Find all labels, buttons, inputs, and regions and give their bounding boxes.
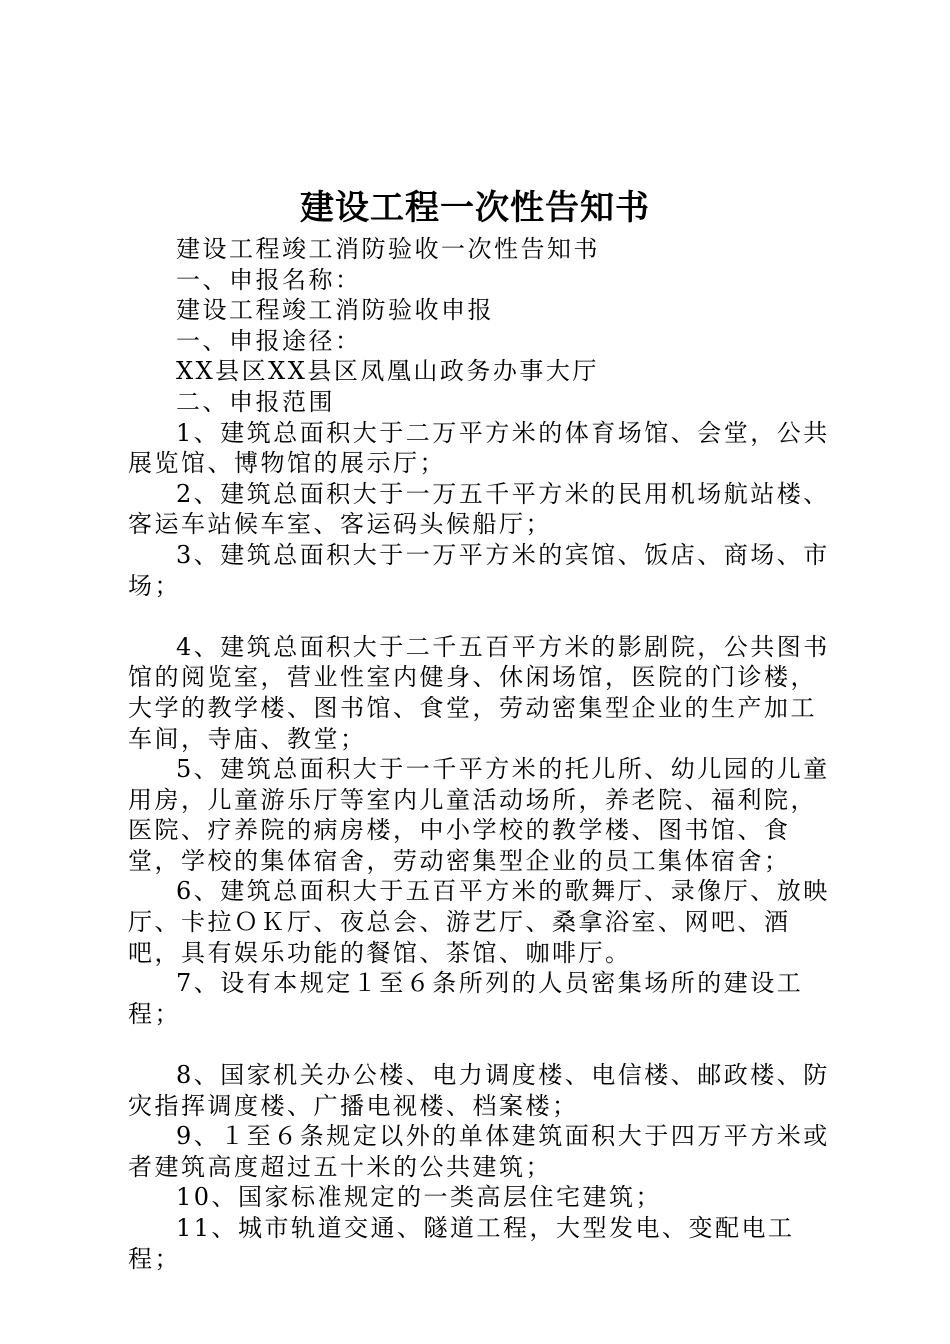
paragraph-item-10: 10、国家标准规定的一类高层住宅建筑；: [176, 1183, 663, 1212]
paragraph-section-scope-heading: 二、申报范围: [176, 387, 335, 416]
paragraph-item-2: 2、建筑总面积大于一万五千平方米的民用机场航站楼、客运车站候车室、客运码头候船厅；: [128, 479, 830, 539]
paragraph-item-1: 1、建筑总面积大于二万平方米的体育场馆、会堂，公共展览馆、博物馆的展示厅；: [128, 418, 830, 478]
paragraph-section-name: 建设工程竣工消防验收申报: [176, 296, 494, 325]
paragraph-section-name-heading: 一、申报名称：: [176, 265, 362, 294]
paragraph-section-route-heading: 一、申报途径：: [176, 326, 362, 355]
paragraph-section-route: XX县区XX县区凤凰山政务办事大厅: [176, 357, 599, 386]
paragraph-spacer: [128, 1029, 840, 1060]
paragraph-subtitle: 建设工程竣工消防验收一次性告知书: [176, 235, 600, 263]
paragraph-item-6: 6、建筑总面积大于五百平方米的歌舞厅、录像厅、放映厅、卡拉ＯＫ厅、夜总会、游艺厅、桑拿浴室、网吧、酒吧，具有娱乐功能的餐馆、茶馆、咖啡厅。: [128, 877, 830, 967]
paragraph-item-4: 4、建筑总面积大于二千五百平方米的影剧院，公共图书馆的阅览室，营业性室内健身、休闲场馆，医院的门诊楼，大学的教学楼、图书馆、食堂，劳动密集型企业的生产加工车间，寺庙、教堂；: [128, 632, 830, 753]
paragraph-item-7: 7、设有本规定１至６条所列的人员密集场所的建设工程；: [128, 969, 804, 1028]
paragraph-item-11: 11、城市轨道交通、隧道工程，大型发电、变配电工程；: [128, 1214, 795, 1273]
document-title: 建设工程一次性告知书: [300, 188, 650, 228]
paragraph-item-3: 3、建筑总面积大于一万平方米的宾馆、饭店、商场、市场；: [128, 540, 830, 600]
paragraph-spacer: [128, 601, 840, 632]
paragraph-item-5: 5、建筑总面积大于一千平方米的托儿所、幼儿园的儿童用房，儿童游乐厅等室内儿童活动场所，养老院、福利院，医院、疗养院的病房楼，中小学校的教学楼、图书馆、食堂，学校的集体宿舍，劳动密集型企业的员工集体宿舍；: [128, 755, 830, 875]
paragraph-item-9: 9、１至６条规定以外的单体建筑面积大于四万平方米或者建筑高度超过五十米的公共建筑；: [128, 1122, 830, 1181]
document-body: [128, 234, 840, 1274]
paragraph-item-8: 8、国家机关办公楼、电力调度楼、电信楼、邮政楼、防灾指挥调度楼、广播电视楼、档案楼；: [128, 1061, 830, 1120]
